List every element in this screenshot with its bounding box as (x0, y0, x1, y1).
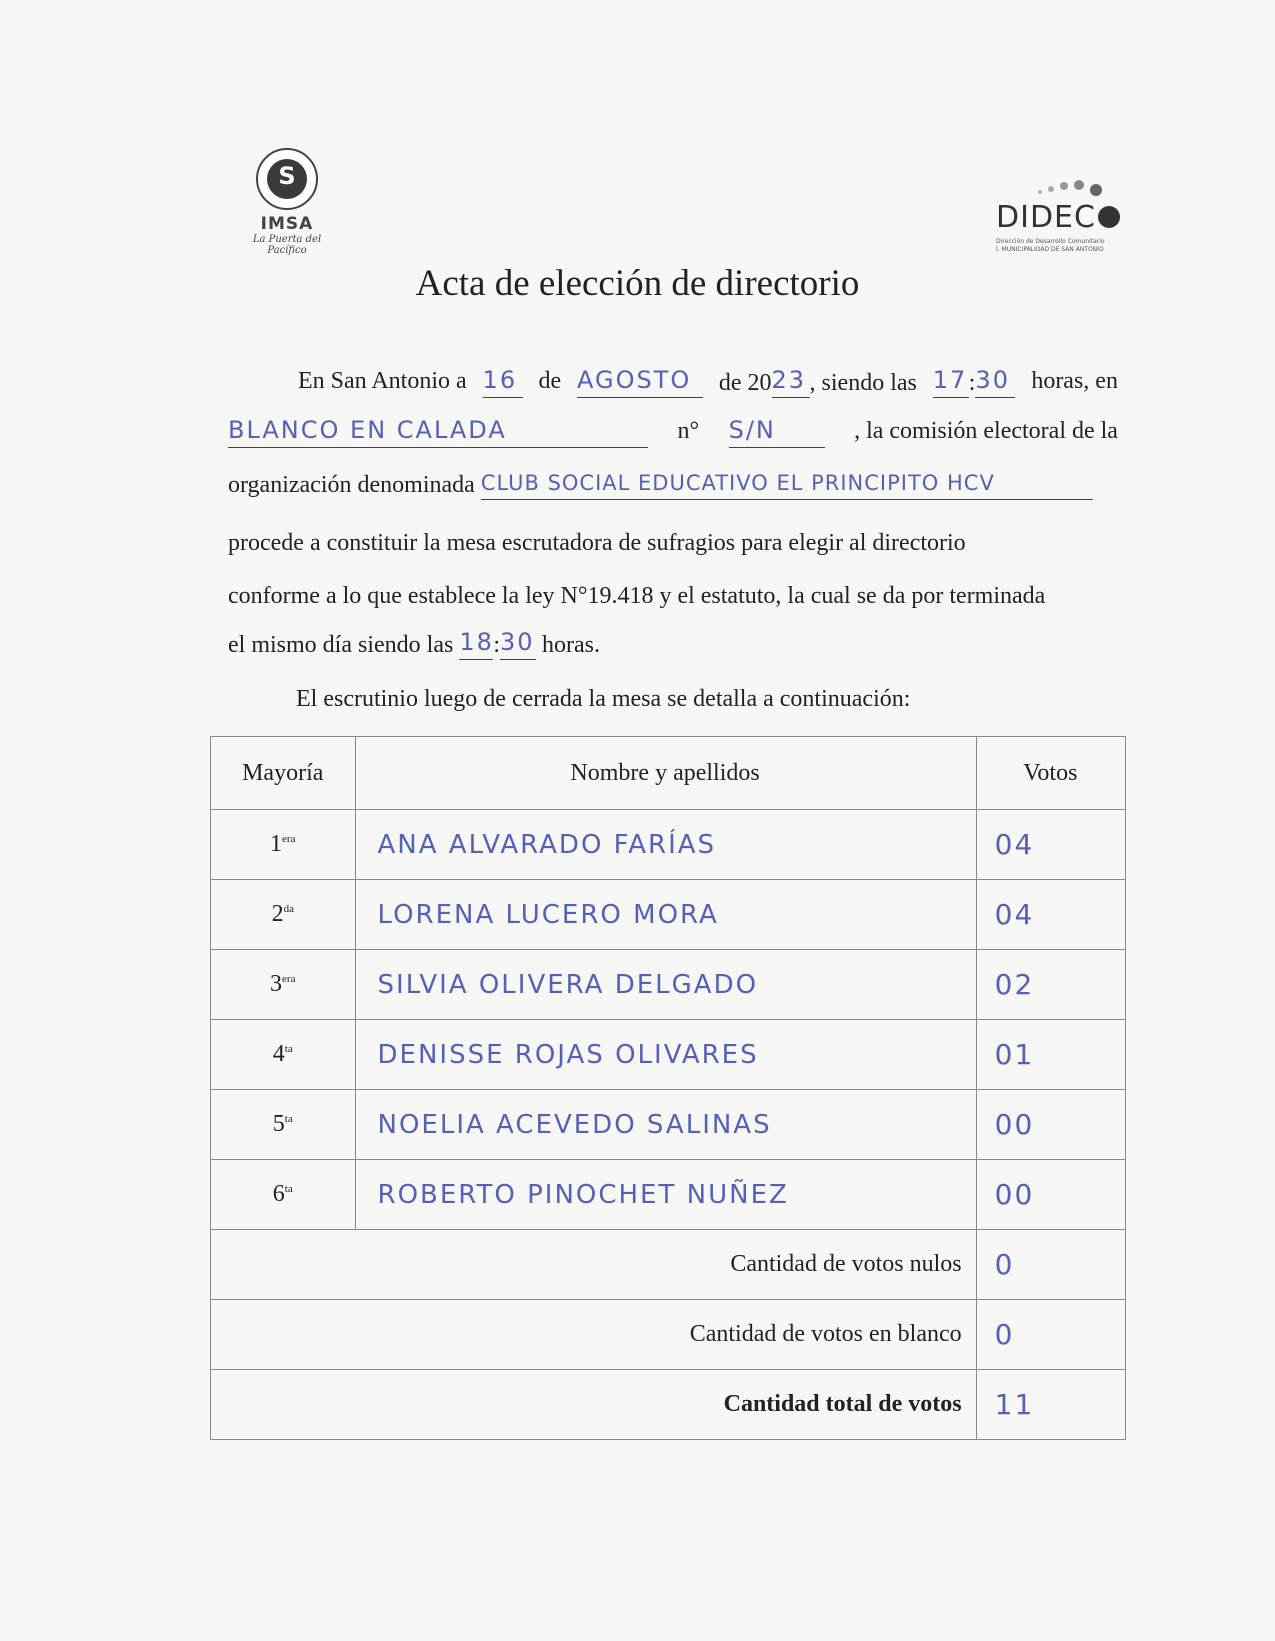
votes-cell: 02 (976, 950, 1125, 1020)
name-cell: LORENA LUCERO MORA (355, 880, 976, 950)
text-segment: horas. (541, 632, 600, 658)
header-votes: Votos (976, 737, 1125, 810)
paragraph-line-1 (298, 368, 1118, 398)
text-segment: n° (677, 418, 700, 444)
end-hour-field: 18 (459, 630, 493, 660)
dideco-logo-subtitle: Dirección de Desarrollo Comunitario (996, 238, 1105, 245)
text-segment: , siendo las (809, 370, 917, 396)
table-row (211, 810, 1126, 880)
imsa-logo-tagline: La Puerta del Pacífico (252, 234, 322, 256)
imsa-logo (232, 148, 342, 258)
number-field: S/N (729, 418, 825, 448)
header-name: Nombre y apellidos (355, 737, 976, 810)
majority-cell: $6^{ta}$ (211, 1160, 356, 1230)
paragraph-line-2 (228, 418, 1118, 448)
year-field: 23 (772, 368, 810, 398)
majority-cell: $3^{era}$ (211, 950, 356, 1020)
table-row (211, 880, 1126, 950)
dideco-circle-icon (1098, 206, 1120, 228)
paragraph-line-3 (228, 472, 1118, 500)
majority-cell: $5^{ta}$ (211, 1090, 356, 1160)
place-field: BLANCO EN CALADA (228, 418, 648, 448)
text-segment: : (968, 370, 976, 396)
name-cell: NOELIA ACEVEDO SALINAS (355, 1090, 976, 1160)
majority-cell: $2^{da}$ (211, 880, 356, 950)
imsa-seal-icon: S (256, 148, 318, 210)
imsa-logo-name: IMSA (260, 214, 314, 234)
document-title: Acta de elección de directorio (415, 263, 860, 304)
header-majority: Mayoría (211, 737, 356, 810)
votes-cell: 04 (976, 810, 1125, 880)
start-minute-field: 30 (975, 368, 1015, 398)
majority-cell: $4^{ta}$ (211, 1020, 356, 1090)
null-votes-label: Cantidad de votos nulos (211, 1230, 977, 1300)
total-votes-row (211, 1370, 1126, 1440)
votes-cell: 01 (976, 1020, 1125, 1090)
dideco-logo-municipality: I. MUNICIPALIDAD DE SAN ANTONIO (996, 246, 1104, 253)
total-votes-label: Cantidad total de votos (211, 1370, 977, 1440)
name-cell: SILVIA OLIVERA DELGADO (355, 950, 976, 1020)
text-segment: de (538, 368, 562, 394)
text-segment: horas, en (1031, 368, 1118, 394)
text-segment: de 20 (718, 370, 772, 396)
text-segment: En San Antonio a (298, 368, 467, 394)
dideco-logo-name: DIDEC (996, 200, 1096, 235)
votes-cell: 04 (976, 880, 1125, 950)
end-minute-field: 30 (500, 630, 536, 660)
blank-votes-cell: 0 (976, 1300, 1125, 1370)
text-segment: , la comisión electoral de la (854, 418, 1118, 444)
results-table (210, 736, 1126, 1440)
paragraph-line-5: conforme a lo que establece la ley N°19.418 y el estatuto, la cual se da por terminada (228, 583, 1046, 609)
paragraph-line-6 (228, 630, 1118, 660)
votes-cell: 00 (976, 1090, 1125, 1160)
day-field: 16 (483, 368, 523, 398)
paragraph-line-7: El escrutinio luego de cerrada la mesa se detalla a continuación: (296, 686, 911, 712)
votes-cell: 00 (976, 1160, 1125, 1230)
majority-cell: $1^{era}$ (211, 810, 356, 880)
table-row (211, 1020, 1126, 1090)
null-votes-cell: 0 (976, 1230, 1125, 1300)
dots-icon (1038, 178, 1118, 202)
blank-votes-label: Cantidad de votos en blanco (211, 1300, 977, 1370)
start-hour-field: 17 (933, 368, 969, 398)
organization-field: CLUB SOCIAL EDUCATIVO EL PRINCIPITO HCV (481, 472, 1093, 500)
text-segment: el mismo día siendo las (228, 632, 454, 658)
dideco-logo (996, 178, 1126, 258)
table-header-row (211, 737, 1126, 810)
text-segment: organización denominada (228, 472, 475, 498)
text-segment: : (493, 632, 500, 658)
table-row (211, 950, 1126, 1020)
paragraph-line-4: procede a constituir la mesa escrutadora de sufragios para elegir al directorio (228, 530, 966, 556)
total-votes-cell: 11 (976, 1370, 1125, 1440)
name-cell: DENISSE ROJAS OLIVARES (355, 1020, 976, 1090)
table-row (211, 1160, 1126, 1230)
month-field: AGOSTO (577, 368, 703, 398)
blank-votes-row (211, 1300, 1126, 1370)
table-row (211, 1090, 1126, 1160)
name-cell: ANA ALVARADO FARÍAS (355, 810, 976, 880)
name-cell: ROBERTO PINOCHET NUÑEZ (355, 1160, 976, 1230)
null-votes-row (211, 1230, 1126, 1300)
